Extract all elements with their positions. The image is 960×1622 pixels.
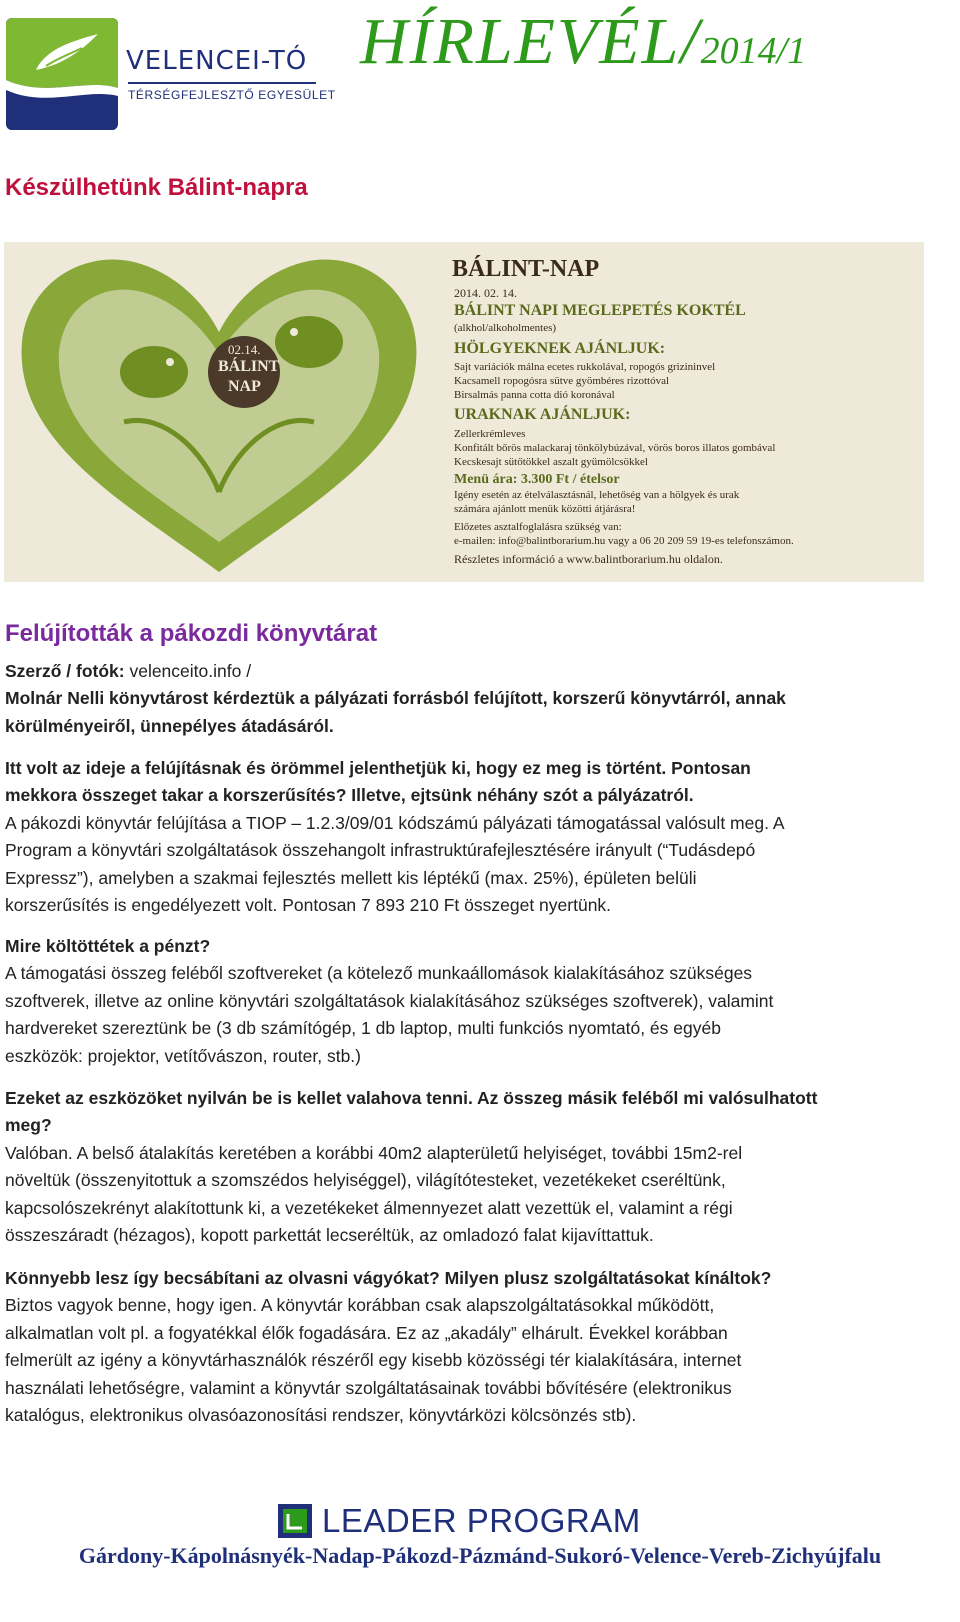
article-intro xyxy=(5,658,920,740)
logo-divider xyxy=(128,82,316,84)
poster-badge-date: 02.14. xyxy=(228,342,261,357)
poster-booking-line: e-mailen: info@balintborarium.hu vagy a 06 20 209 59 19-es telefonszámon. xyxy=(454,535,794,547)
answer-line: növeltük (összenyitottuk a szomszédos helyiséggel), világítótesteket, vezetékeket cseréltünk, xyxy=(5,1170,726,1191)
heart-illustration xyxy=(4,242,434,582)
poster-date: 2014. 02. 14. xyxy=(454,286,517,300)
logo-subtitle: TÉRSÉGFEJLESZTŐ EGYESÜLET xyxy=(128,88,336,102)
answer-line: Program a könyvtári szolgáltatások összehangolt infrastruktúrafejlesztésére irányult (“Tudásdepó xyxy=(5,840,756,861)
intro-line: Molnár Nelli könyvtárost kérdeztük a pályázati forrásból felújított, korszerű könyvtárról, annak xyxy=(5,688,786,709)
question-line: Könnyebb lesz így becsábítani az olvasni vágyókat? Milyen plusz szolgáltatásokat kínáltok? xyxy=(5,1268,772,1288)
logo-name: VELENCEI-TÓ xyxy=(126,46,308,76)
poster-cocktail-head: BÁLINT NAPI MEGLEPETÉS KOKTÉL xyxy=(454,302,746,319)
answer-line: használati lehetőségre, valamint a könyvtár szolgáltatásainak további bővítésére (elektronikus xyxy=(5,1377,732,1398)
poster-ladies-item: Kacsamell ropogósra sütve gyömbéres rizottóval xyxy=(454,375,670,387)
answer-line: alkalmatlan volt pl. a fogyatékkal élők fogadására. Ez az „akadály” elhárult. Évekkel korábban xyxy=(5,1322,728,1343)
answer-line: kapcsolószekrényt alakítottunk ki, a vezetékeket álmennyezet alatt vezettük el, valamint a régi xyxy=(5,1197,733,1218)
masthead-title: HÍRLEVÉL/ xyxy=(360,5,701,78)
article-title-valentine: Készülhetünk Bálint-napra xyxy=(5,174,308,201)
author-line xyxy=(5,658,920,685)
question-line: Mire költöttétek a pénzt? xyxy=(5,936,211,956)
author-label: Szerző / fotók: xyxy=(5,661,125,681)
masthead-issue: 2014/1 xyxy=(700,30,807,72)
valentine-day-poster xyxy=(4,242,924,582)
association-logo xyxy=(6,18,336,132)
poster-men-item: Konfitált bőrös malackaraj tönkölybúzával, vörös boros illatos gombával xyxy=(454,442,776,454)
poster-price-line: számára ajánlott menük közötti átjárásra! xyxy=(454,503,636,515)
answer-line: eszközök: projektor, vetítővászon, router, stb.) xyxy=(5,1045,361,1066)
poster-booking-line: Részletes információ a www.balintborarium.hu oldalon. xyxy=(454,552,723,566)
poster-men-head: URAKNAK AJÁNLJUK: xyxy=(454,406,631,423)
answer-line: korszerűsítés is engedélyezett volt. Pontosan 7 893 210 Ft összeget nyertünk. xyxy=(5,895,612,916)
question-line: Ezeket az eszközöket nyilván be is kellet valahova tenni. Az összeg másik feléből mi valósulhatott xyxy=(5,1088,818,1108)
qa-block-2 xyxy=(5,933,920,1070)
intro-line: körülményeiről, ünnepélyes átadásáról. xyxy=(5,715,334,736)
poster-badge-line2: NAP xyxy=(228,378,261,395)
poster-ladies-item: Sajt variációk málna ecetes rukkolával, ropogós grizininvel xyxy=(454,361,716,373)
qa-block-1 xyxy=(5,755,920,919)
author-value: velenceito.info / xyxy=(124,661,252,681)
question-line: meg? xyxy=(5,1115,52,1136)
answer-line: felmerült az igény a könyvtárhasználók részéről egy kisebb közösségi tér kialakítására, internet xyxy=(5,1350,742,1371)
poster-title: BÁLINT-NAP xyxy=(452,256,600,282)
answer-line: A pákozdi könyvtár felújítása a TIOP – 1.2.3/09/01 kódszámú pályázati támogatással valósult meg. A xyxy=(5,812,785,833)
poster-ladies-head: HÖLGYEKNEK AJÁNLJUK: xyxy=(454,340,666,357)
question-line: Itt volt az ideje a felújításnak és örömmel jelenthetjük ki, hogy ez meg is történt. Pontosan xyxy=(5,758,751,778)
newsletter-masthead xyxy=(360,4,940,94)
poster-price: Menü ára: 3.300 Ft / ételsor xyxy=(454,472,620,487)
poster-price-line: Igény esetén az ételválasztásnál, lehetőség van a hölgyek és urak xyxy=(454,489,740,501)
article-title-library: Felújították a pákozdi könyvtárat xyxy=(5,620,378,647)
qa-block-3 xyxy=(5,1085,920,1249)
answer-line: összeszáradt (hézagos), kopott parkettát lecseréltük, az omladozó falat kijavíttattuk. xyxy=(5,1225,654,1246)
qa-block-4 xyxy=(5,1265,920,1429)
poster-cocktail-note: (alkhol/alkoholmentes) xyxy=(454,322,557,334)
leader-program-name: LEADER PROGRAM xyxy=(322,1502,641,1539)
poster-booking-line: Előzetes asztalfoglalásra szükség van: xyxy=(454,521,622,533)
answer-line: Valóban. A belső átalakítás keretében a korábbi 40m2 alapterületű helyiséget, további 15m2-rel xyxy=(5,1142,743,1163)
answer-line: szoftverek, illetve az online könyvtári szolgáltatások kialakításához szükséges szoftverek), valamint xyxy=(5,990,774,1011)
leader-program-logo xyxy=(278,1502,658,1542)
poster-men-item: Kecskesajt sütőtökkel aszalt gyümölcsökkel xyxy=(454,456,648,468)
member-settlements: Gárdony-Kápolnásnyék-Nadap-Pákozd-Pázmánd-Sukoró-Velence-Vereb-Zichyújfalu xyxy=(78,1543,882,1568)
poster-badge-line1: BÁLINT xyxy=(218,358,280,375)
answer-line: A támogatási összeg feléből szoftvereket (a kötelező munkaállomások kialakításához szükséges xyxy=(5,963,753,984)
answer-line: hardvereket szereztünk be (3 db számítógép, 1 db laptop, multi funkciós nyomtató, és egyéb xyxy=(5,1018,721,1039)
poster-ladies-item: Birsalmás panna cotta dió koronával xyxy=(454,389,615,401)
answer-line: katalógus, elektronikus olvasóazonosítási rendszer, könyvtárközi kölcsönzés stb). xyxy=(5,1405,637,1426)
question-line: mekkora összeget takar a korszerűsítés? Illetve, ejtsünk néhány szót a pályázatról. xyxy=(5,785,694,806)
logo-mark-icon xyxy=(6,18,118,130)
poster-men-item: Zellerkrémleves xyxy=(454,428,526,440)
answer-line: Expressz”), amelyben a szakmai fejlesztés mellett kis léptékű (max. 25%), épületen belüli xyxy=(5,867,697,888)
answer-line: Biztos vagyok benne, hogy igen. A könyvtár korábban csak alapszolgáltatásokkal működött, xyxy=(5,1295,715,1316)
